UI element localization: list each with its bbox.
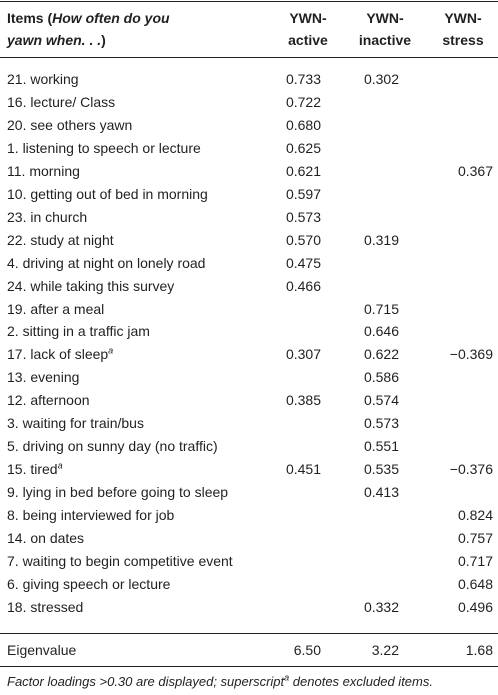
row-item-text: 12. afternoon <box>7 392 90 409</box>
footnote-part1: Factor loadings >0.30 are displayed; superscript <box>7 674 285 689</box>
cell-inactive: 0.574 <box>363 392 399 409</box>
row-item-label <box>7 435 218 458</box>
table-row <box>0 252 498 275</box>
row-item-text: 10. getting out of bed in morning <box>7 185 208 202</box>
row-item-label <box>7 412 144 435</box>
row-item-label <box>7 550 233 573</box>
table-row <box>0 320 498 343</box>
header-items-suffix: ) <box>101 32 106 48</box>
row-item-label <box>7 229 114 252</box>
cell-stress: 0.824 <box>457 507 493 524</box>
row-item-text: 3. waiting for train/bus <box>7 415 144 432</box>
row-item-text: 20. see others yawn <box>7 116 133 133</box>
table-row <box>0 114 498 137</box>
row-item-label <box>7 206 87 229</box>
row-item-text: 5. driving on sunny day (no traffic) <box>7 438 218 455</box>
table-row <box>0 206 498 229</box>
row-item-text: 9. lying in bed before going to sleep <box>7 484 229 501</box>
table-row <box>0 596 498 619</box>
row-item-label <box>7 298 104 321</box>
eigenvalue-inactive: 3.22 <box>371 642 399 658</box>
row-item-label <box>7 458 63 481</box>
cell-inactive: 0.573 <box>363 415 399 432</box>
row-item-label <box>7 91 115 114</box>
cell-stress: 0.496 <box>457 598 493 615</box>
table-row <box>0 435 498 458</box>
row-item-text: 7. waiting to begin competitive event <box>7 553 233 570</box>
table-row <box>0 504 498 527</box>
table-body <box>0 68 498 619</box>
cell-active: 0.466 <box>285 277 321 294</box>
cell-inactive: 0.715 <box>363 300 399 317</box>
row-item-label <box>7 481 228 504</box>
header-rule <box>0 57 498 58</box>
cell-active: 0.625 <box>285 139 321 156</box>
row-item-superscript: a <box>108 345 114 356</box>
eigen-rule <box>0 633 498 634</box>
header-items-italic: How often do you yawn when. . . <box>7 10 170 48</box>
cell-stress: 0.648 <box>457 575 493 592</box>
row-item-text: 23. in church <box>7 208 88 225</box>
cell-inactive: 0.535 <box>363 461 399 478</box>
cell-stress: −0.369 <box>449 346 493 363</box>
row-item-text: 18. stressed <box>7 598 84 615</box>
table-row <box>0 160 498 183</box>
table-row <box>0 298 498 321</box>
header-ywn-stress: YWN-stress <box>442 10 484 48</box>
row-item-text: 11. morning <box>7 162 80 179</box>
table-row <box>0 389 498 412</box>
table-row <box>0 366 498 389</box>
cell-active: 0.385 <box>285 392 321 409</box>
header-ywn-inactive: YWN-inactive <box>358 10 412 48</box>
cell-inactive: 0.586 <box>363 369 399 386</box>
table-row <box>0 550 498 573</box>
cell-inactive: 0.646 <box>363 323 399 340</box>
table-row <box>0 527 498 550</box>
table-row <box>0 481 498 504</box>
row-item-label <box>7 527 84 550</box>
header-items <box>7 7 197 51</box>
row-item-label <box>7 366 79 389</box>
cell-active: 0.733 <box>285 71 321 87</box>
table-row <box>0 412 498 435</box>
footnote-superscript: a <box>284 672 290 683</box>
table-row <box>0 343 498 366</box>
row-item-text: 6. giving speech or lecture <box>7 575 171 592</box>
row-item-text: 21. working <box>7 71 79 87</box>
header-items-prefix: Items ( <box>7 10 53 26</box>
eigenvalue-row <box>0 639 498 661</box>
table-footnote <box>7 672 497 692</box>
table-row <box>0 458 498 481</box>
row-item-label <box>7 68 79 91</box>
eigenvalue-active: 6.50 <box>293 642 321 658</box>
table-row <box>0 229 498 252</box>
table-row <box>0 573 498 596</box>
cell-active: 0.307 <box>285 346 321 363</box>
row-item-text: 22. study at night <box>7 231 114 248</box>
row-item-text: 4. driving at night on lonely road <box>7 254 206 271</box>
row-item-label <box>7 252 205 275</box>
row-item-label <box>7 389 90 412</box>
row-item-text: 15. tired <box>7 461 58 478</box>
cell-stress: 0.367 <box>457 162 493 179</box>
cell-active: 0.570 <box>285 231 321 248</box>
cell-active: 0.573 <box>285 208 321 225</box>
row-item-label <box>7 596 83 619</box>
row-item-label <box>7 504 174 527</box>
cell-inactive: 0.302 <box>363 71 399 87</box>
row-item-label <box>7 343 113 366</box>
row-item-text: 14. on dates <box>7 530 85 547</box>
table-row <box>0 137 498 160</box>
table-row <box>0 183 498 206</box>
row-item-label <box>7 137 201 160</box>
cell-active: 0.597 <box>285 185 321 202</box>
row-item-label <box>7 573 170 596</box>
row-item-superscript: a <box>57 460 63 471</box>
row-item-text: 19. after a meal <box>7 300 105 317</box>
cell-active: 0.621 <box>285 162 321 179</box>
row-item-text: 17. lack of sleep <box>7 346 109 363</box>
cell-inactive: 0.332 <box>363 598 399 615</box>
row-item-text: 8. being interviewed for job <box>7 507 175 524</box>
row-item-label <box>7 114 132 137</box>
table-header <box>0 0 498 57</box>
row-item-text: 1. listening to speech or lecture <box>7 139 201 156</box>
table-row <box>0 275 498 298</box>
header-ywn-active: YWN-active <box>288 10 328 48</box>
cell-active: 0.451 <box>285 461 321 478</box>
cell-active: 0.722 <box>285 93 321 110</box>
cell-inactive: 0.551 <box>363 438 399 455</box>
row-item-text: 16. lecture/ Class <box>7 93 116 110</box>
cell-stress: −0.376 <box>449 461 493 478</box>
row-item-text: 24. while taking this survey <box>7 277 175 294</box>
cell-inactive: 0.622 <box>363 346 399 363</box>
bottom-rule <box>0 666 498 667</box>
cell-stress: 0.757 <box>457 530 493 547</box>
row-item-label <box>7 183 208 206</box>
eigenvalue-stress: 1.68 <box>465 642 493 658</box>
row-item-label <box>7 275 174 298</box>
footnote-part2: denotes excluded items. <box>292 674 433 689</box>
cell-stress: 0.717 <box>457 553 493 570</box>
table-row <box>0 91 498 114</box>
cell-inactive: 0.413 <box>363 484 399 501</box>
cell-active: 0.475 <box>285 254 321 271</box>
row-item-label <box>7 160 80 183</box>
eigenvalue-label: Eigenvalue <box>7 642 77 658</box>
row-item-text: 13. evening <box>7 369 80 386</box>
cell-active: 0.680 <box>285 116 321 133</box>
row-item-text: 2. sitting in a traffic jam <box>7 323 150 340</box>
table-row <box>0 68 498 91</box>
row-item-label <box>7 320 150 343</box>
cell-inactive: 0.319 <box>363 231 399 248</box>
